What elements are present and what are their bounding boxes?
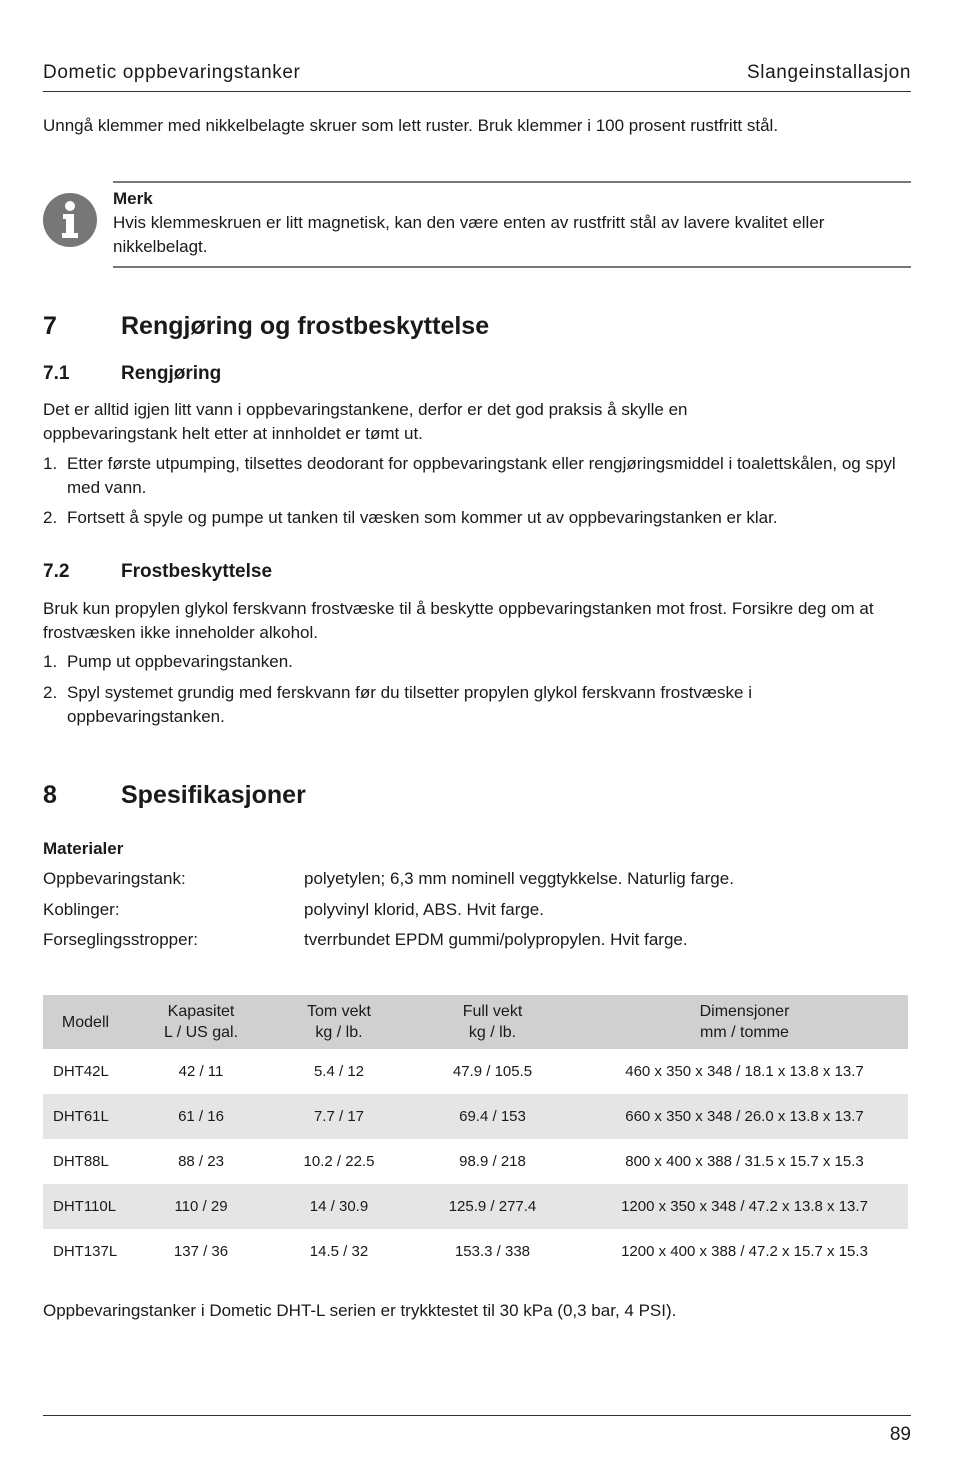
section-7-2-number: 7.2 xyxy=(43,561,70,582)
section-7-1-title: Rengjøring xyxy=(121,363,222,384)
cell-full-weight: 47.9 / 105.5 xyxy=(452,1063,533,1080)
col-header-model xyxy=(43,995,128,1049)
cell-dimensions: 1200 x 350 x 348 / 47.2 x 13.8 x 13.7 xyxy=(581,1184,908,1229)
col-header-line1: Full vekt xyxy=(462,1003,523,1020)
pressure-test-note: Oppbevaringstanker i Dometic DHT-L serien er trykktestet til 30 kPa (0,3 bar, 4 PSI). xyxy=(43,1301,677,1320)
list-item xyxy=(43,681,911,729)
list-item-number: 1. xyxy=(43,652,58,671)
cell-model: DHT110L xyxy=(43,1184,128,1229)
cell-model: DHT137L xyxy=(53,1243,118,1260)
cell-capacity: 110 / 29 xyxy=(128,1184,274,1229)
intro-paragraph: Unngå klemmer med nikkelbelagte skruer som lett ruster. Bruk klemmer i 100 prosent rustfritt stål. xyxy=(43,116,779,135)
materials-label: Oppbevaringstank: xyxy=(43,869,186,888)
cell-empty-weight: 5.4 / 12 xyxy=(313,1063,365,1080)
list-item xyxy=(43,506,911,530)
cell-dimensions: 460 x 350 x 348 / 18.1 x 13.8 x 13.7 xyxy=(625,1063,864,1080)
cell-dimensions: 660 x 350 x 348 / 26.0 x 13.8 x 13.7 xyxy=(581,1094,908,1139)
materials-value: tverrbundet EPDM gummi/polypropylen. Hvit farge. xyxy=(304,930,688,949)
col-header-line2: L / US gal. xyxy=(163,1024,239,1041)
cell-capacity: 61 / 16 xyxy=(128,1094,274,1139)
cell-full-weight: 125.9 / 277.4 xyxy=(404,1184,581,1229)
col-header-line2: mm / tomme xyxy=(700,1024,789,1041)
cell-capacity: 42 / 11 xyxy=(178,1063,224,1080)
cell-model: DHT88L xyxy=(53,1153,109,1170)
col-header-line1: Dimensjoner xyxy=(699,1003,790,1020)
section-7-1-number: 7.1 xyxy=(43,363,70,384)
list-item xyxy=(43,452,911,500)
footer-divider xyxy=(43,1415,911,1416)
cell-model: DHT61L xyxy=(43,1094,128,1139)
spec-table xyxy=(43,995,908,1274)
frost-paragraph: Bruk kun propylen glykol ferskvann frostvæske til å beskytte oppbevaringstanken mot frost. Forsikre deg om at frostvæsken ikke inneholder alkohol. xyxy=(43,599,874,642)
list-item-number: 2. xyxy=(43,683,58,702)
cell-dimensions: 800 x 400 x 388 / 31.5 x 15.7 x 15.3 xyxy=(625,1153,864,1170)
table-row xyxy=(43,1094,908,1139)
col-header-line2: kg / lb. xyxy=(468,1024,517,1041)
cell-full-weight: 69.4 / 153 xyxy=(404,1094,581,1139)
page-number: 89 xyxy=(889,1424,911,1445)
table-row xyxy=(43,1184,908,1229)
section-8-number: 8 xyxy=(43,781,57,809)
note-text: Hvis klemmeskruen er litt magnetisk, kan den være enten av rustfritt stål av lavere kvalitet eller nikkelbelagt. xyxy=(113,213,825,256)
note-box xyxy=(113,181,911,268)
table-row xyxy=(43,1139,908,1184)
table-header-row xyxy=(43,995,908,1049)
cell-capacity: 137 / 36 xyxy=(173,1243,229,1260)
cell-empty-weight: 14.5 / 32 xyxy=(309,1243,369,1260)
section-7-2-title: Frostbeskyttelse xyxy=(121,561,273,582)
info-icon xyxy=(43,193,97,247)
col-header-line2: kg / lb. xyxy=(315,1024,363,1041)
materials-value: polyvinyl klorid, ABS. Hvit farge. xyxy=(304,900,544,919)
list-item-text: Fortsett å spyle og pumpe ut tanken til væsken som kommer ut av oppbevaringstanken er klar. xyxy=(67,508,778,527)
col-header-line1: Tom vekt xyxy=(306,1003,371,1020)
col-header-dimensions xyxy=(581,995,908,1049)
materials-value: polyetylen; 6,3 mm nominell veggtykkelse. Naturlig farge. xyxy=(304,869,734,888)
running-header xyxy=(43,60,911,92)
section-7-title: Rengjøring og frostbeskyttelse xyxy=(121,312,490,340)
header-doc-title: Dometic oppbevaringstanker xyxy=(43,62,301,83)
col-header-capacity xyxy=(128,995,274,1049)
cell-capacity: 88 / 23 xyxy=(178,1153,224,1170)
cell-full-weight: 153.3 / 338 xyxy=(454,1243,531,1260)
list-item-text: Spyl systemet grundig med ferskvann før du tilsetter propylen glykol ferskvann frostvæske i oppbevaringstanken. xyxy=(67,683,753,726)
cell-empty-weight: 14 / 30.9 xyxy=(274,1184,404,1229)
col-header-full-weight xyxy=(404,995,581,1049)
col-header-model-label: Modell xyxy=(61,1013,110,1031)
cell-full-weight: 98.9 / 218 xyxy=(459,1153,526,1170)
list-item-number: 1. xyxy=(43,454,58,473)
list-item-text: Etter første utpumping, tilsettes deodorant for oppbevaringstank eller rengjøringsmiddel i toalettskålen, og spyl med vann. xyxy=(67,454,896,497)
col-header-empty-weight xyxy=(274,995,404,1049)
cell-dimensions: 1200 x 400 x 388 / 47.2 x 15.7 x 15.3 xyxy=(621,1243,868,1260)
list-item xyxy=(43,650,911,674)
table-row xyxy=(43,1229,908,1274)
section-8-title: Spesifikasjoner xyxy=(121,781,306,809)
note-title: Merk xyxy=(113,189,153,208)
list-item-number: 2. xyxy=(43,508,58,527)
materials-label: Forseglingsstropper: xyxy=(43,930,198,949)
cleaning-paragraph: Det er alltid igjen litt vann i oppbevaringstankene, derfor er det god praksis å skylle en oppbevaringstank helt etter at innholdet er tømt ut. xyxy=(43,400,688,443)
list-item-text: Pump ut oppbevaringstanken. xyxy=(67,652,293,671)
table-row xyxy=(43,1049,908,1094)
materials-label: Koblinger: xyxy=(43,900,120,919)
col-header-line1: Kapasitet xyxy=(167,1003,235,1020)
header-chapter-title: Slangeinstallasjon xyxy=(747,62,911,83)
cell-empty-weight: 7.7 / 17 xyxy=(274,1094,404,1139)
cell-empty-weight: 10.2 / 22.5 xyxy=(303,1153,375,1170)
materials-heading: Materialer xyxy=(43,839,124,858)
cell-model: DHT42L xyxy=(53,1063,109,1080)
section-7-number: 7 xyxy=(43,312,57,340)
